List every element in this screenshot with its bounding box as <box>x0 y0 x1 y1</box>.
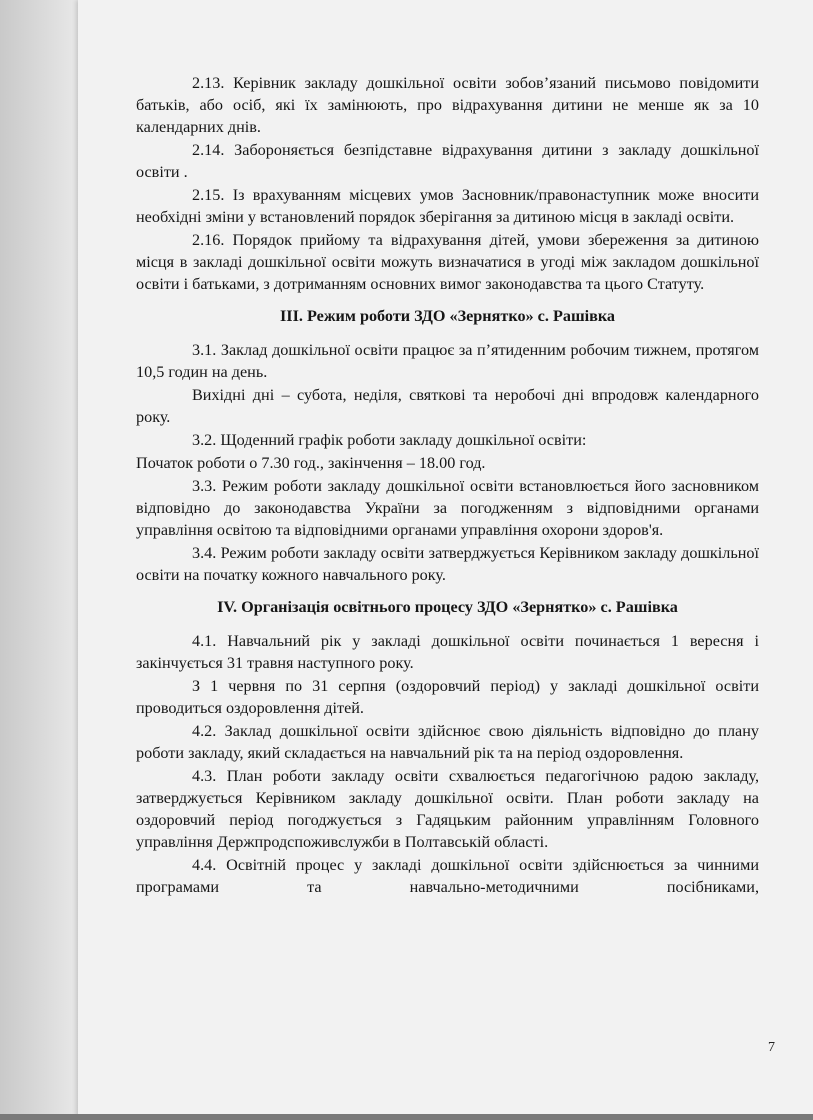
paragraph-2-13: 2.13. Керівник закладу дошкільної освіти зобов’язаний письмово повідомити батьків, або осіб, які їх замінюють, про відрахування дитини не менше як за 10 календарних днів. <box>136 74 759 136</box>
document-body <box>136 72 759 899</box>
paragraph-3-1: 3.1. Заклад дошкільної освіти працює за п’ятиденним робочим тижнем, протягом 10,5 годин на день. <box>136 341 759 381</box>
paragraph-2-14: 2.14. Забороняється безпідставне відрахування дитини з закладу дошкільної освіти . <box>136 141 759 181</box>
scan-left-margin <box>0 0 80 1120</box>
scan-bottom-edge <box>0 1114 813 1120</box>
paragraph-2-16: 2.16. Порядок прийому та відрахування дітей, умови збереження за дитиною місця в закладі дошкільної освіти можуть визначатися в угоді між закладом дошкільної освіти і батьками, з дотриманням основних вимог законодавства та цього Статуту. <box>136 231 759 293</box>
paragraph-4-3: 4.3. План роботи закладу освіти схвалюється педагогічною радою закладу, затверджується Керівником закладу дошкільної освіти. План роботи закладу на оздоровчий період погоджується з Гадяцьким районним управлінням Головного управління Держпродспоживслужби в Полтавській області. <box>136 767 759 851</box>
section-4-heading: IV. Організація освітнього процесу ЗДО «Зернятко» с. Рашівка <box>217 598 678 616</box>
paragraph-4-2: 4.2. Заклад дошкільної освіти здійснює свою діяльність відповідно до плану роботи закладу, який складається на навчальний рік та на період оздоровлення. <box>136 722 759 762</box>
paragraph-3-4: 3.4. Режим роботи закладу освіти затверджується Керівником закладу дошкільної освіти на початку кожного навчального року. <box>136 544 759 584</box>
paragraph-4-4: 4.4. Освітній процес у закладі дошкільної освіти здійснюється за чинними програмами та навчально-методичними посібниками, <box>136 856 759 896</box>
paragraph-3-2: 3.2. Щоденний графік роботи закладу дошкільної освіти: <box>192 431 587 449</box>
page-number: 7 <box>768 1040 775 1055</box>
paragraph-4-1-summer: З 1 червня по 31 серпня (оздоровчий період) у закладі дошкільної освіти проводиться оздоровлення дітей. <box>136 677 759 717</box>
paragraph-3-3: 3.3. Режим роботи закладу дошкільної освіти встановлюється його засновником відповідно до законодавства України за погодженням з відповідними органами управління освітою та відповідними органами управління охорони здоров'я. <box>136 477 759 539</box>
paragraph-4-1: 4.1. Навчальний рік у закладі дошкільної освіти починається 1 вересня і закінчується 31 травня наступного року. <box>136 632 759 672</box>
paragraph-2-15: 2.15. Із врахуванням місцевих умов Засновник/правонаступник може вносити необхідні зміни у встановлений порядок зберігання за дитиною місця в закладі освіти. <box>136 186 759 226</box>
section-3-heading: ІІІ. Режим роботи ЗДО «Зернятко» с. Рашівка <box>279 307 616 325</box>
paragraph-3-2-hours: Початок роботи о 7.30 год., закінчення – 18.00 год. <box>136 454 486 472</box>
paragraph-3-1-weekends: Вихідні дні – субота, неділя, святкові та неробочі дні впродовж календарного року. <box>136 386 759 426</box>
